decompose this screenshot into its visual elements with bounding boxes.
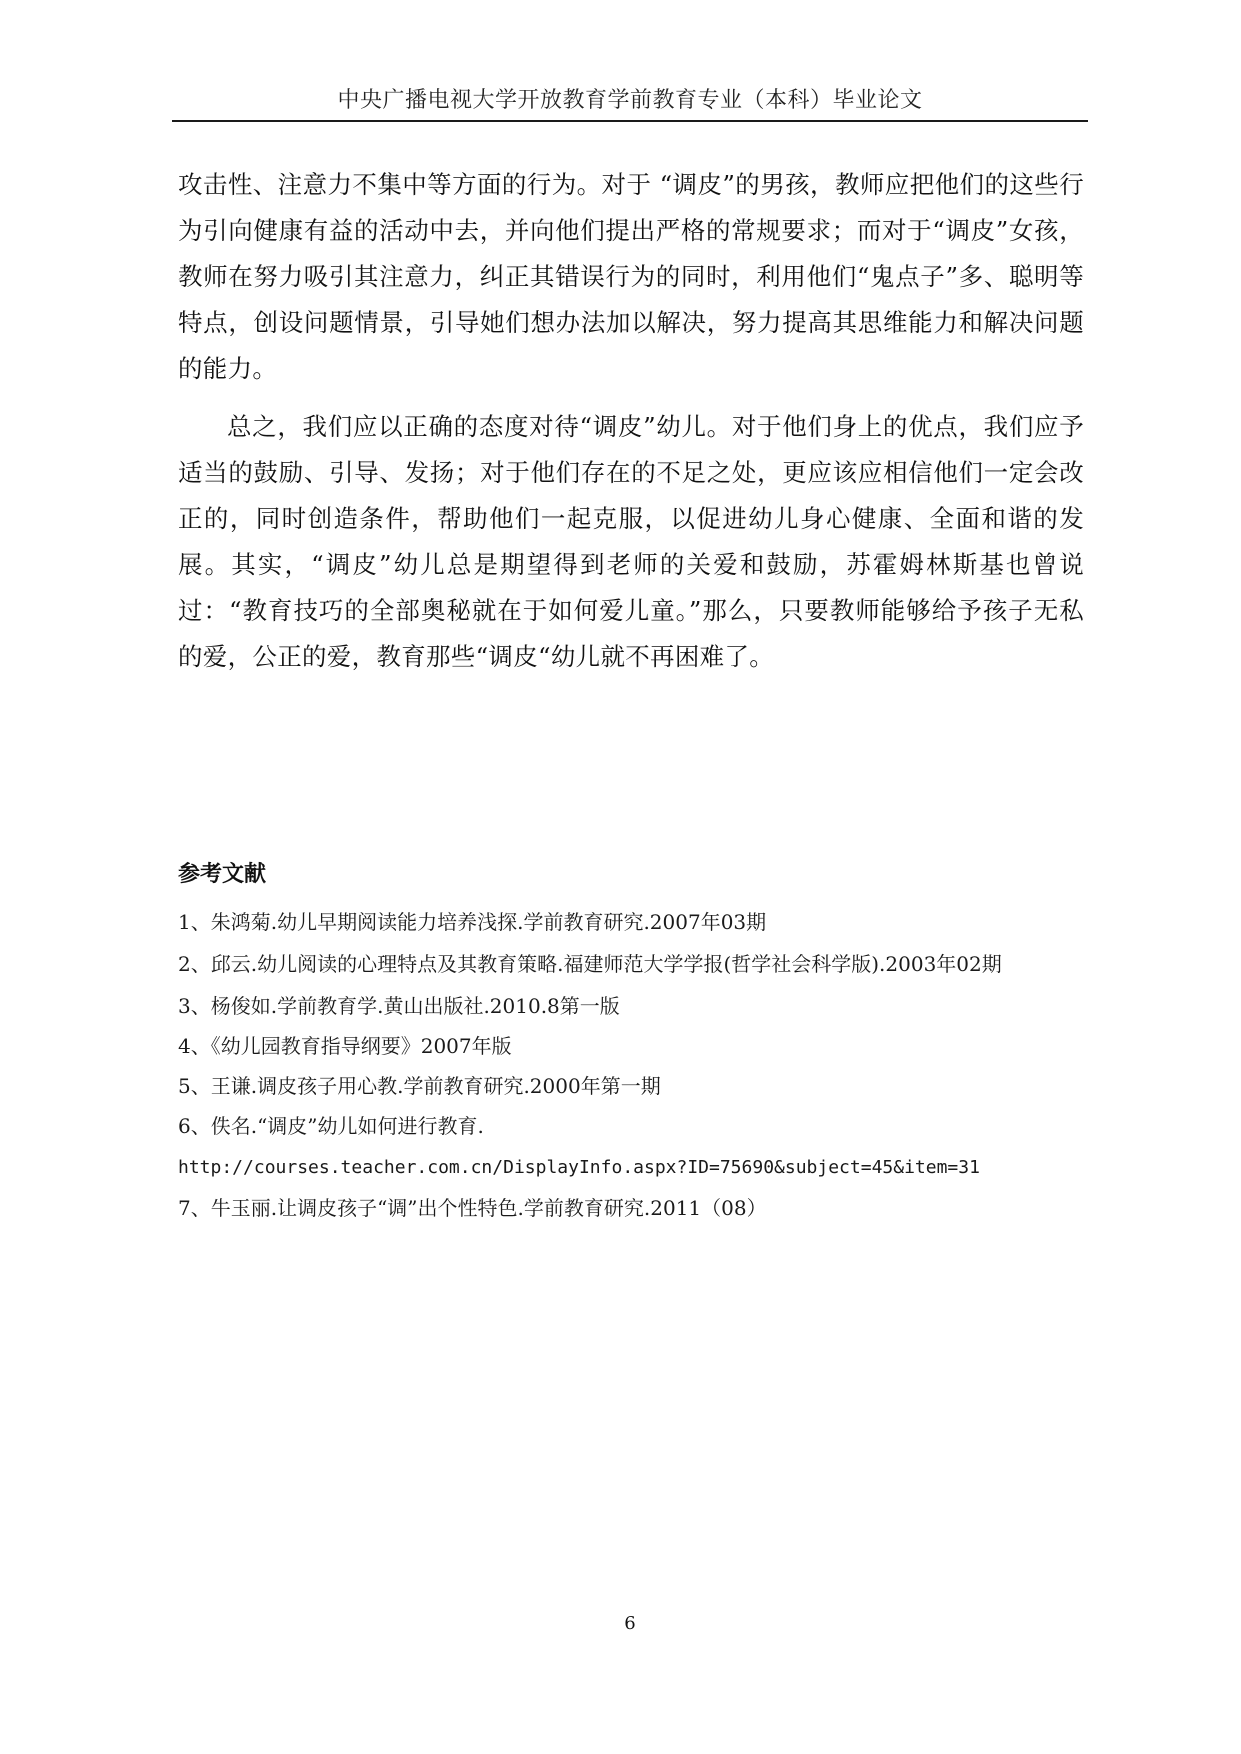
reference-item-5: 5、王谦.调皮孩子用心教.学前教育研究.2000年第一期 (178, 1074, 661, 1098)
header-divider (172, 120, 1088, 122)
reference-item-6: 6、佚名.“调皮”幼儿如何进行教育. (178, 1114, 484, 1138)
page-header-title: 中央广播电视大学开放教育学前教育专业（本科）毕业论文 (337, 88, 923, 113)
reference-item-2: 2、邱云.幼儿阅读的心理特点及其教育策略.福建师范大学学报(哲学社会科学版).2003年02期 (178, 952, 1002, 976)
reference-item-7: 7、牛玉丽.让调皮孩子“调”出个性特色.学前教育研究.2011（08） (178, 1196, 767, 1220)
page-number: 6 (624, 1613, 636, 1634)
reference-item-4: 4、《幼儿园教育指导纲要》2007年版 (178, 1034, 512, 1058)
reference-item-6-url: http://courses.teacher.com.cn/DisplayInfo.aspx?ID=75690&subject=45&item=31 (178, 1157, 980, 1178)
references-heading: 参考文献 (178, 862, 267, 887)
body-paragraph-2: 总之，我们应以正确的态度对待“调皮”幼儿。对于他们身上的优点，我们应予适当的鼓励、引导、发扬；对于他们存在的不足之处，更应该应相信他们一定会改正的，同时创造条件，帮助他们一起克服，以促进幼儿身心健康、全面和谐的发展。其实，“调皮”幼儿总是期望得到老师的关爱和鼓励，苏霍姆林斯基也曾说过：“教育技巧的全部奥秘就在于如何爱儿童。”那么，只要教师能够给予孩子无私的爱，公正的爱，教育那些“调皮“幼儿就不再困难了。 (178, 412, 1084, 671)
reference-item-1: 1、朱鸿菊.幼儿早期阅读能力培养浅探.学前教育研究.2007年03期 (178, 910, 767, 934)
reference-item-3: 3、杨俊如.学前教育学.黄山出版社.2010.8第一版 (178, 994, 620, 1018)
body-paragraph-1: 攻击性、注意力不集中等方面的行为。对于 “调皮”的男孩，教师应把他们的这些行为引向健康有益的活动中去，并向他们提出严格的常规要求；而对于“调皮”女孩，教师在努力吸引其注意力，纠正其错误行为的同时，利用他们“鬼点子”多、聪明等特点，创设问题情景，引导她们想办法加以解决，努力提高其思维能力和解决问题的能力。 (178, 170, 1084, 383)
